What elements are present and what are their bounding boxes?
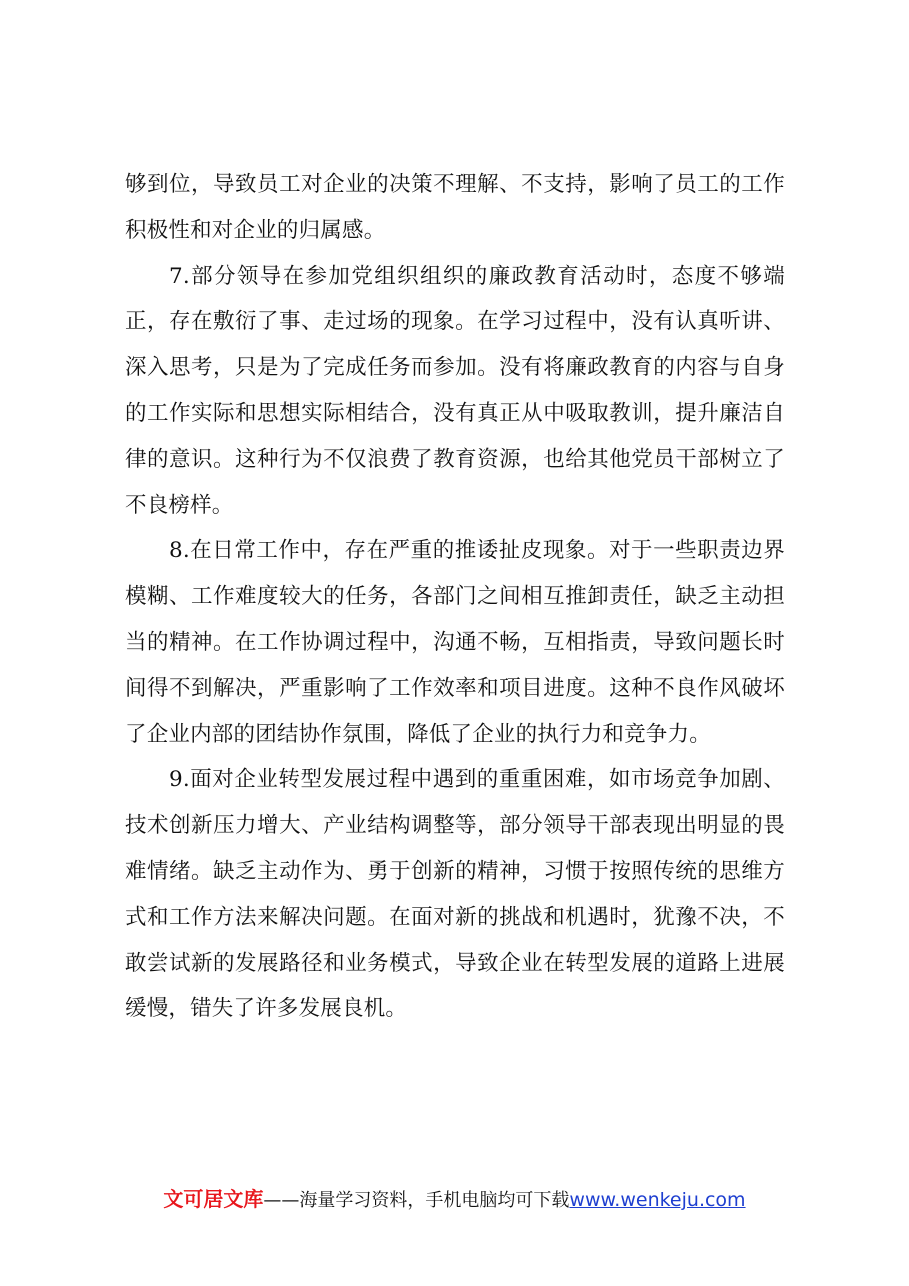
footer-brand: 文可居文库 (163, 1187, 264, 1211)
footer-banner (0, 1183, 909, 1212)
paragraph-item-7: 7.部分领导在参加党组织组织的廉政教育活动时，态度不够端正，存在敷衍了事、走过场的现象。在学习过程中，没有认真听讲、深入思考，只是为了完成任务而参加。没有将廉政教育的内容与自身的工作实际和思想实际相结合，没有真正从中吸取教训，提升廉洁自律的意识。这种行为不仅浪费了教育资源，也给其他党员干部树立了不良榜样。 (125, 263, 785, 518)
paragraph-item-8: 8.在日常工作中，存在严重的推诿扯皮现象。对于一些职责边界模糊、工作难度较大的任务，各部门之间相互推卸责任，缺乏主动担当的精神。在工作协调过程中，沟通不畅，互相指责，导致问题长时间得不到解决，严重影响了工作效率和项目进度。这种不良作风破坏了企业内部的团结协作氛围，降低了企业的执行力和竞争力。 (125, 538, 785, 747)
document-body (125, 162, 785, 1032)
footer-link[interactable]: www.wenkeju.com (569, 1189, 746, 1211)
paragraph-item-9: 9.面对企业转型发展过程中遇到的重重困难，如市场竞争加剧、技术创新压力增大、产业结构调整等，部分领导干部表现出明显的畏难情绪。缺乏主动作为、勇于创新的精神，习惯于按照传统的思维方式和工作方法来解决问题。在面对新的挑战和机遇时，犹豫不决，不敢尝试新的发展路径和业务模式，导致企业在转型发展的道路上进展缓慢，错失了许多发展良机。 (125, 767, 785, 1022)
footer-slogan: ——海量学习资料，手机电脑均可下载 (263, 1190, 570, 1211)
paragraph-continuation: 够到位，导致员工对企业的决策不理解、不支持，影响了员工的工作积极性和对企业的归属感。 (125, 172, 785, 243)
